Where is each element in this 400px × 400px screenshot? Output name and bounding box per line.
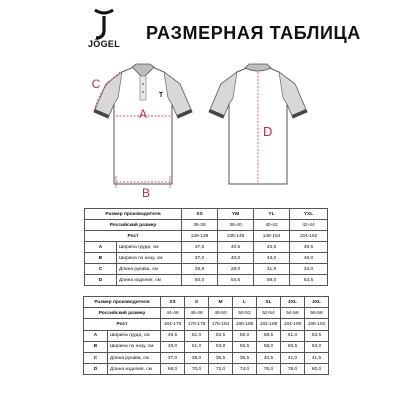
table-cell: 68,0: [161, 364, 185, 375]
row-label: Длина изделия, см: [108, 364, 161, 375]
table-cell: 146-154: [254, 231, 290, 242]
header-cell: M: [209, 297, 233, 308]
measure-letter: B: [84, 341, 108, 352]
table-cell: 58,0: [257, 341, 281, 352]
table-cell: 28,0: [218, 264, 254, 275]
header-cell: S: [185, 297, 209, 308]
table-cell: 63,5: [305, 330, 329, 341]
height-row: [85, 231, 328, 242]
table-cell: 50-52: [233, 308, 257, 319]
row-label: Ширина по низу, см: [108, 341, 161, 352]
table-header-row: [84, 297, 329, 308]
measure-c-label: C: [91, 77, 101, 91]
table-cell: 176-184: [209, 319, 233, 330]
russian-size-row: [84, 308, 329, 319]
table-cell: 51,0: [185, 330, 209, 341]
table-row: [84, 364, 329, 375]
measure-letter: D: [84, 364, 108, 375]
table-cell: 38-40: [218, 220, 254, 231]
brand-name: JÖGEL: [87, 39, 120, 49]
table-cell: 154-162: [290, 231, 328, 242]
table-cell: 56-58: [305, 308, 329, 319]
table-cell: 40,5: [218, 242, 254, 253]
table-cell: 59,0: [254, 275, 290, 286]
row-label: Длина рукава, см: [117, 264, 182, 275]
header-cell: XL: [257, 297, 281, 308]
table-cell: 37,0: [182, 253, 218, 264]
table-cell: 40-42: [254, 220, 290, 231]
row-label: Российский размер: [85, 220, 182, 231]
table-cell: 78,0: [281, 364, 305, 375]
measure-letter: C: [84, 352, 108, 363]
table-cell: 76,0: [257, 364, 281, 375]
table-cell: 48-50: [209, 308, 233, 319]
table-cell: 52-54: [257, 308, 281, 319]
table-cell: 41,5: [305, 352, 329, 363]
russian-size-row: [85, 220, 328, 231]
table-cell: 37,0: [161, 352, 185, 363]
measure-a-label: A: [138, 107, 148, 121]
table-row: [84, 330, 329, 341]
table-cell: 53,5: [209, 330, 233, 341]
table-cell: 70,0: [185, 364, 209, 375]
size-table-kids: [84, 208, 328, 286]
page-title: РАЗМЕРНАЯ ТАБЛИЦА: [146, 23, 361, 43]
header-cell: Размер производителя: [84, 297, 161, 308]
table-cell: 63,5: [290, 275, 328, 286]
table-cell: 36-38: [182, 220, 218, 231]
table-cell: 50,0: [182, 275, 218, 286]
table-cell: 60,5: [281, 341, 305, 352]
table-cell: 43,0: [254, 253, 290, 264]
table-row: [84, 352, 329, 363]
table-cell: 41,0: [281, 352, 305, 363]
header-cell: 2XL: [281, 297, 305, 308]
table-cell: 138-146: [218, 231, 254, 242]
polo-back-diagram: [203, 58, 313, 198]
header-cell: XS: [182, 209, 218, 220]
table-cell: 26,8: [182, 264, 218, 275]
measure-letter: A: [85, 242, 117, 253]
table-cell: 39,5: [209, 352, 233, 363]
header-cell: XS: [161, 297, 185, 308]
row-label: Рост: [85, 231, 182, 242]
table-cell: 74,0: [233, 364, 257, 375]
measure-letter: D: [85, 275, 117, 286]
table-cell: 34,0: [290, 264, 328, 275]
table-cell: 55,5: [233, 341, 257, 352]
measure-letter: B: [85, 253, 117, 264]
table-cell: 128-138: [182, 231, 218, 242]
table-cell: 170-176: [185, 319, 209, 330]
row-label: Длина изделия, см: [117, 275, 182, 286]
measure-d-label: D: [263, 124, 273, 139]
row-label: Длина рукава, см: [108, 352, 161, 363]
table-cell: 184-190: [281, 319, 305, 330]
header-cell: Размер производителя: [85, 209, 182, 220]
table-cell: 63,0: [305, 341, 329, 352]
table-cell: 180-186: [233, 319, 257, 330]
table-cell: 58,5: [257, 330, 281, 341]
table-cell: 51,0: [185, 341, 209, 352]
table-cell: 56,0: [233, 330, 257, 341]
table-cell: 42-44: [290, 220, 328, 231]
table-cell: 164-170: [161, 319, 185, 330]
table-cell: 40,0: [218, 253, 254, 264]
table-cell: 80,0: [305, 364, 329, 375]
table-cell: 49,5: [161, 330, 185, 341]
row-label: Ширина груди, см: [108, 330, 161, 341]
table-cell: 46,0: [290, 253, 328, 264]
table-cell: 44-46: [161, 308, 185, 319]
table-row: [85, 264, 328, 275]
table-cell: 182-188: [257, 319, 281, 330]
table-cell: 43,5: [254, 242, 290, 253]
table-row: [85, 253, 328, 264]
table-row: [85, 275, 328, 286]
table-cell: 46-48: [185, 308, 209, 319]
measure-letter: A: [84, 330, 108, 341]
table-cell: 40,5: [257, 352, 281, 363]
header-cell: YL: [254, 209, 290, 220]
table-row: [85, 242, 328, 253]
table-cell: 31,9: [254, 264, 290, 275]
row-label: Ширина груди, см: [117, 242, 182, 253]
polo-front-diagram: [88, 58, 198, 198]
header-cell: YXL: [290, 209, 328, 220]
table-cell: 54-56: [281, 308, 305, 319]
measure-b-label: B: [141, 186, 151, 198]
table-cell: 53,8: [209, 341, 233, 352]
table-cell: 49,0: [161, 341, 185, 352]
measure-letter: C: [85, 264, 117, 275]
table-cell: 38,0: [185, 352, 209, 363]
height-row: [84, 319, 329, 330]
table-row: [84, 341, 329, 352]
table-header-row: [85, 209, 328, 220]
table-cell: 72,0: [209, 364, 233, 375]
header-cell: L: [233, 297, 257, 308]
table-cell: 61,0: [281, 330, 305, 341]
header-cell: YM: [218, 209, 254, 220]
header-cell: 3XL: [305, 297, 329, 308]
table-cell: 186-192: [305, 319, 329, 330]
table-cell: 46,5: [290, 242, 328, 253]
size-table-adult: [83, 296, 329, 375]
table-cell: 37,5: [182, 242, 218, 253]
row-label: Ширина по низу, см: [117, 253, 182, 264]
row-label: Рост: [84, 319, 161, 330]
table-cell: 54,5: [218, 275, 254, 286]
row-label: Российский размер: [84, 308, 161, 319]
table-cell: 39,5: [233, 352, 257, 363]
